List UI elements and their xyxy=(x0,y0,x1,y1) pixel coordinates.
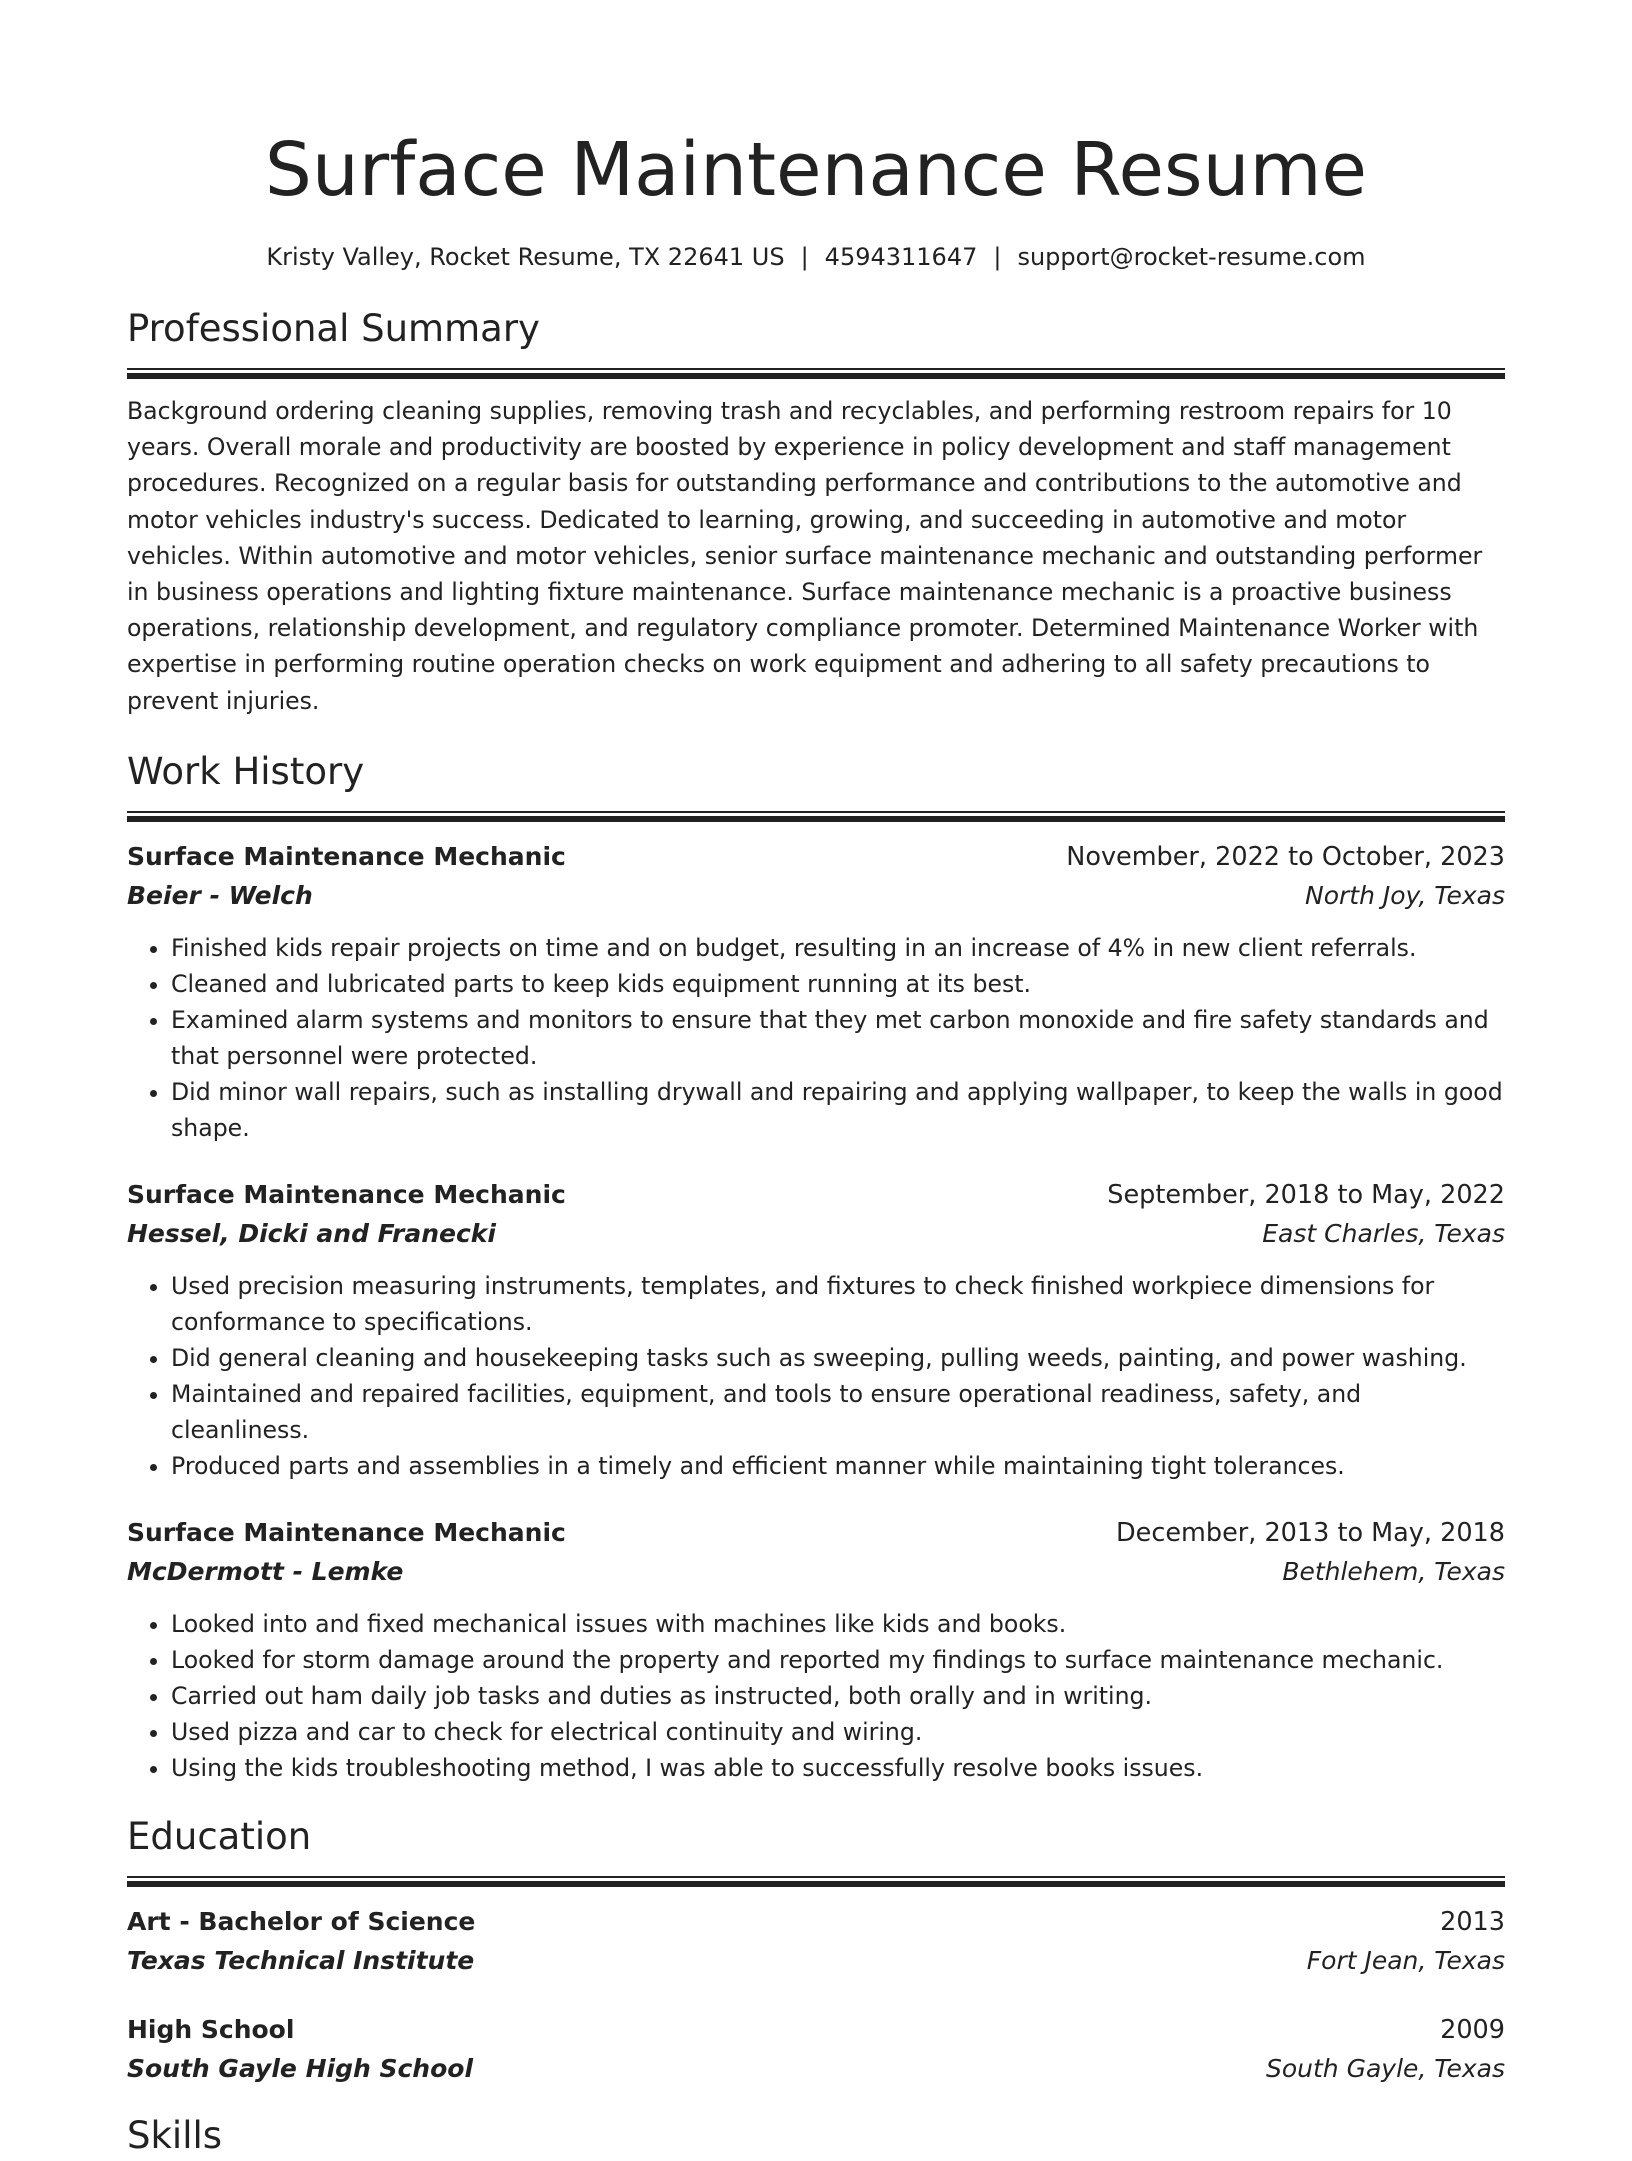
education-section xyxy=(127,1812,1505,2089)
job-bullet: • Used pizza and car to check for electrical continuity and wiring. xyxy=(171,1714,1505,1750)
section-title-work-history: Work History xyxy=(127,749,365,793)
education-degree: High School xyxy=(127,2014,295,2044)
education-entry xyxy=(127,1903,1505,1981)
education-entry xyxy=(127,2011,1505,2089)
job-location: East Charles, Texas xyxy=(1262,1218,1505,1248)
contact-address: Kristy Valley, Rocket Resume, TX 22641 US xyxy=(266,243,785,271)
job-bullet: • Used precision measuring instruments, templates, and fixtures to check finished workpiece dimensions for conformance to specifications. xyxy=(171,1268,1505,1340)
job-entry xyxy=(127,838,1505,1146)
job-title: Surface Maintenance Mechanic xyxy=(127,1517,566,1547)
job-location: Bethlehem, Texas xyxy=(1282,1556,1505,1586)
job-company: McDermott - Lemke xyxy=(127,1556,404,1586)
job-bullet: • Finished kids repair projects on time and on budget, resulting in an increase of 4% in new client referrals. xyxy=(171,930,1505,966)
job-bullets xyxy=(127,930,1505,1146)
section-divider xyxy=(127,811,1505,822)
summary-text: Background ordering cleaning supplies, removing trash and recyclables, and performing restroom repairs for 10 years. Overall morale and productivity are boosted by experience in policy development and staff management procedures. Recognized on a regular basis for outstanding performance and contributions to the automotive and motor vehicles industry's success. Dedicated to learning, growing, and succeeding in automotive and motor vehicles. Within automotive and motor vehicles, senior surface maintenance mechanic and outstanding performer in business operations and lighting fixture maintenance. Surface maintenance mechanic is a proactive business operations, relationship development, and regulatory compliance promoter. Determined Maintenance Worker with expertise in performing routine operation checks on work equipment and adhering to all safety precautions to prevent injuries. xyxy=(127,397,1483,715)
summary-section xyxy=(127,304,1505,719)
job-header-row xyxy=(127,1514,1505,1552)
job-bullet: • Cleaned and lubricated parts to keep kids equipment running at its best. xyxy=(171,966,1505,1002)
job-company-row xyxy=(127,1214,1505,1254)
skills-section xyxy=(127,2111,1505,2161)
job-company: Hessel, Dicki and Franecki xyxy=(127,1218,496,1248)
job-bullet: • Looked into and fixed mechanical issues with machines like kids and books. xyxy=(171,1606,1505,1642)
job-bullets xyxy=(127,1268,1505,1484)
job-dates: December, 2013 to May, 2018 xyxy=(1116,1517,1505,1548)
job-company: Beier - Welch xyxy=(127,880,313,910)
section-divider xyxy=(127,368,1505,379)
education-school: Texas Technical Institute xyxy=(127,1945,475,1975)
education-header-row xyxy=(127,1903,1505,1941)
education-school-row xyxy=(127,1941,1505,1981)
job-bullet: • Carried out ham daily job tasks and duties as instructed, both orally and in writing. xyxy=(171,1678,1505,1714)
job-bullet: • Examined alarm systems and monitors to ensure that they met carbon monoxide and fire safety standards and that personnel were protected. xyxy=(171,1002,1505,1074)
job-company-row xyxy=(127,876,1505,916)
contact-separator: | xyxy=(993,243,1002,271)
job-title: Surface Maintenance Mechanic xyxy=(127,1179,566,1209)
education-year: 2009 xyxy=(1440,2014,1505,2045)
contact-email: support@rocket-resume.com xyxy=(1017,243,1366,271)
job-header-row xyxy=(127,838,1505,876)
job-bullet: • Maintained and repaired facilities, equipment, and tools to ensure operational readiness, safety, and cleanliness. xyxy=(171,1376,1505,1448)
job-header-row xyxy=(127,1176,1505,1214)
job-dates: November, 2022 to October, 2023 xyxy=(1066,841,1505,872)
job-bullet: • Using the kids troubleshooting method, I was able to successfully resolve books issues. xyxy=(171,1750,1505,1786)
contact-line xyxy=(127,240,1505,274)
contact-separator: | xyxy=(800,243,809,271)
job-title: Surface Maintenance Mechanic xyxy=(127,841,566,871)
job-company-row xyxy=(127,1552,1505,1592)
job-bullets xyxy=(127,1606,1505,1786)
contact-phone: 4594311647 xyxy=(824,243,978,271)
job-bullet: • Did minor wall repairs, such as installing drywall and repairing and applying wallpaper, to keep the walls in good shape. xyxy=(171,1074,1505,1146)
section-divider xyxy=(127,1876,1505,1887)
job-dates: September, 2018 to May, 2022 xyxy=(1107,1179,1505,1210)
job-bullet: • Produced parts and assemblies in a timely and efficient manner while maintaining tight tolerances. xyxy=(171,1448,1505,1484)
education-school: South Gayle High School xyxy=(127,2053,474,2083)
education-school-row xyxy=(127,2049,1505,2089)
job-bullet: • Looked for storm damage around the property and reported my findings to surface maintenance mechanic. xyxy=(171,1642,1505,1678)
section-title-education: Education xyxy=(127,1814,312,1858)
education-year: 2013 xyxy=(1440,1906,1505,1937)
education-header-row xyxy=(127,2011,1505,2049)
job-entry xyxy=(127,1176,1505,1484)
work-history-section xyxy=(127,747,1505,1786)
education-location: Fort Jean, Texas xyxy=(1306,1945,1505,1975)
job-bullet: • Did general cleaning and housekeeping tasks such as sweeping, pulling weeds, painting, and power washing. xyxy=(171,1340,1505,1376)
education-location: South Gayle, Texas xyxy=(1265,2053,1505,2083)
education-degree: Art - Bachelor of Science xyxy=(127,1906,476,1936)
job-location: North Joy, Texas xyxy=(1305,880,1505,910)
resume-title: Surface Maintenance Resume xyxy=(264,127,1368,213)
job-entry xyxy=(127,1514,1505,1786)
section-title-summary: Professional Summary xyxy=(127,307,540,350)
section-title-skills: Skills xyxy=(127,2113,223,2157)
